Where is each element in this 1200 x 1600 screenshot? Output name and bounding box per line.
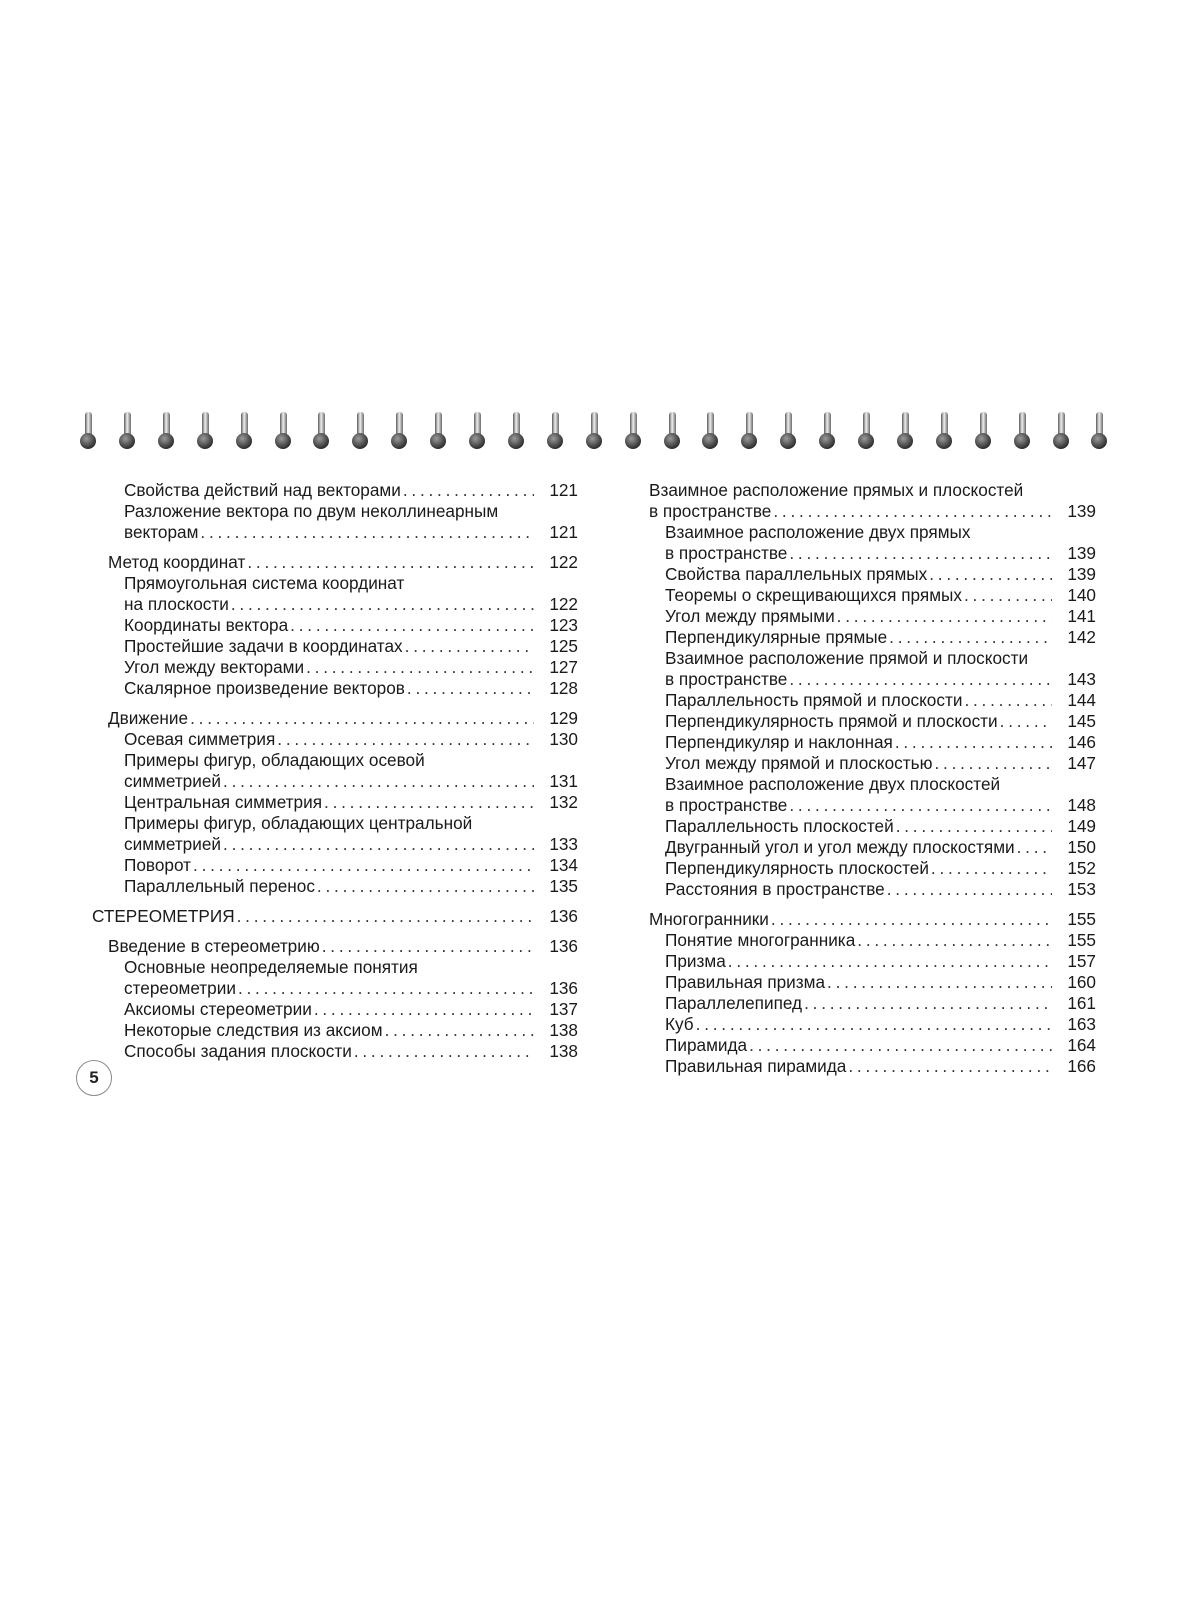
toc-entry-title: Координаты вектора — [124, 615, 289, 635]
toc-entry — [124, 855, 578, 876]
spiral-ring — [700, 412, 720, 452]
toc-entry-page: 128 — [549, 678, 578, 698]
spiral-ring — [1051, 412, 1071, 452]
toc-entry-page: 121 — [549, 480, 578, 500]
spiral-ring — [1089, 412, 1109, 452]
toc-entry — [665, 951, 1096, 972]
toc-entry-title: Понятие многогранника — [665, 930, 856, 950]
toc-entry-page: 163 — [1067, 1014, 1096, 1034]
toc-entry-title: Параллельность прямой и плоскости — [665, 690, 963, 710]
section-gap — [92, 543, 578, 552]
spiral-ring — [1012, 412, 1032, 452]
toc-entry-page: 138 — [549, 1020, 578, 1040]
toc-entry — [124, 480, 578, 501]
dot-leader — [934, 753, 1052, 774]
dot-leader — [771, 909, 1052, 930]
toc-entry-page: 136 — [549, 906, 578, 926]
dot-leader — [1000, 711, 1052, 732]
toc-entry-page: 122 — [549, 552, 578, 572]
toc-entry-page: 155 — [1067, 909, 1096, 929]
toc-entry-title: Поворот — [124, 855, 192, 875]
spiral-ring — [545, 412, 565, 452]
toc-entry-title: Угол между прямой и плоскостью — [665, 753, 933, 773]
toc-entry-page: 123 — [549, 615, 578, 635]
dot-leader — [314, 999, 534, 1020]
toc-entry — [665, 1056, 1096, 1077]
toc-entry — [124, 957, 578, 999]
toc-entry-title: Перпендикуляр и наклонная — [665, 732, 893, 752]
toc-entry-title: Перпендикулярные прямые — [665, 627, 888, 647]
toc-entry — [665, 585, 1096, 606]
toc-entry-title: Введение в стереометрию — [108, 936, 320, 956]
toc-entry-title: стереометрии — [124, 978, 236, 998]
toc-entry-page: 153 — [1067, 879, 1096, 899]
spiral-ring — [934, 412, 954, 452]
spiral-ring — [350, 412, 370, 452]
spiral-ring — [895, 412, 915, 452]
toc-entry — [124, 1041, 578, 1062]
toc-entry — [124, 813, 578, 855]
spiral-ring — [817, 412, 837, 452]
toc-entry-page: 135 — [549, 876, 578, 896]
dot-leader — [324, 792, 534, 813]
spiral-binding — [78, 412, 1138, 452]
spiral-ring — [428, 412, 448, 452]
dot-leader — [929, 564, 1052, 585]
toc-entry-title: Свойства действий над векторами — [124, 480, 401, 500]
toc-entry-title: в пространстве — [665, 669, 788, 689]
page-number: 5 — [89, 1068, 99, 1087]
spiral-ring — [739, 412, 759, 452]
toc-entry-page: 157 — [1067, 951, 1096, 971]
dot-leader — [306, 657, 534, 678]
toc-entry-page: 136 — [549, 936, 578, 956]
toc-entry — [665, 930, 1096, 951]
toc-entry-page: 161 — [1067, 993, 1096, 1013]
toc-entry — [665, 837, 1096, 858]
toc-entry-title: векторам — [124, 522, 199, 542]
toc-entry — [124, 999, 578, 1020]
toc-entry-title: Пирамида — [665, 1035, 748, 1055]
dot-leader — [887, 879, 1052, 900]
spiral-ring — [973, 412, 993, 452]
dot-leader — [773, 501, 1052, 522]
toc-entry-page: 139 — [1067, 564, 1096, 584]
dot-leader — [403, 480, 534, 501]
toc-entry-page: 127 — [549, 657, 578, 677]
toc-entry-title: Центральная симметрия — [124, 792, 323, 812]
toc-entry — [108, 708, 578, 729]
toc-entry-page: 137 — [549, 999, 578, 1019]
toc-entry — [665, 774, 1096, 816]
spiral-ring — [467, 412, 487, 452]
toc-entry-title: Взаимное расположение прямых и плоскостей — [649, 480, 1024, 500]
toc-entry-page: 139 — [1067, 543, 1096, 563]
dot-leader — [223, 834, 534, 855]
spiral-ring — [662, 412, 682, 452]
toc-entry-title: Свойства параллельных прямых — [665, 564, 928, 584]
toc-entry-title: Движение — [108, 708, 189, 728]
dot-leader — [749, 1035, 1052, 1056]
dot-leader — [405, 636, 534, 657]
toc-entry — [124, 1020, 578, 1041]
dot-leader — [231, 594, 534, 615]
section-gap — [92, 699, 578, 708]
dot-leader — [354, 1041, 534, 1062]
dot-leader — [895, 732, 1052, 753]
toc-entry-page: 152 — [1067, 858, 1096, 878]
toc-entry-title: Угол между векторами — [124, 657, 305, 677]
toc-entry-title: в пространстве — [649, 501, 772, 521]
toc-entry-page: 149 — [1067, 816, 1096, 836]
dot-leader — [385, 1020, 534, 1041]
dot-leader — [728, 951, 1052, 972]
dot-leader — [290, 615, 534, 636]
toc-entry-title: СТЕРЕОМЕТРИЯ — [92, 906, 235, 926]
dot-leader — [322, 936, 534, 957]
toc-entry-title: Угол между прямыми — [665, 606, 835, 626]
toc-entry — [124, 792, 578, 813]
dot-leader — [407, 678, 534, 699]
toc-entry-page: 144 — [1067, 690, 1096, 710]
toc-entry — [92, 906, 578, 927]
toc-entry-page: 121 — [549, 522, 578, 542]
section-gap — [92, 897, 578, 906]
toc-entry-title: Взаимное расположение двух плоскостей — [665, 774, 1001, 794]
toc-entry-page: 134 — [549, 855, 578, 875]
dot-leader — [237, 906, 534, 927]
spiral-ring — [623, 412, 643, 452]
dot-leader — [789, 669, 1052, 690]
toc-entry — [124, 750, 578, 792]
toc-entry-page: 132 — [549, 792, 578, 812]
toc-entry — [665, 816, 1096, 837]
toc-entry-title: Перпендикулярность прямой и плоскости — [665, 711, 998, 731]
page-number-badge — [76, 1060, 112, 1096]
toc-entry-page: 143 — [1067, 669, 1096, 689]
dot-leader — [889, 627, 1052, 648]
toc-entry-page: 160 — [1067, 972, 1096, 992]
toc-entry-page: 129 — [549, 708, 578, 728]
dot-leader — [837, 606, 1052, 627]
toc-entry-page: 142 — [1067, 627, 1096, 647]
toc-entry-title: Скалярное произведение векторов — [124, 678, 405, 698]
dot-leader — [857, 930, 1052, 951]
dot-leader — [1017, 837, 1052, 858]
spiral-ring — [234, 412, 254, 452]
dot-leader — [317, 876, 534, 897]
toc-entry — [665, 732, 1096, 753]
toc-entry-page: 140 — [1067, 585, 1096, 605]
toc-entry-title: Аксиомы стереометрии — [124, 999, 312, 1019]
spiral-ring — [273, 412, 293, 452]
dot-leader — [789, 543, 1052, 564]
toc-entry — [124, 573, 578, 615]
dot-leader — [804, 993, 1052, 1014]
toc-entry-page: 148 — [1067, 795, 1096, 815]
toc-entry-page: 166 — [1067, 1056, 1096, 1076]
toc-entry — [108, 936, 578, 957]
toc-left-column — [92, 480, 578, 1062]
toc-entry-title: Метод координат — [108, 552, 246, 572]
dot-leader — [964, 585, 1052, 606]
dot-leader — [238, 978, 534, 999]
toc-entry — [665, 972, 1096, 993]
toc-entry — [649, 480, 1096, 522]
toc-entry-title: Параллельность плоскостей — [665, 816, 894, 836]
toc-entry-page: 138 — [549, 1041, 578, 1061]
toc-entry-title: Осевая симметрия — [124, 729, 276, 749]
spiral-ring — [856, 412, 876, 452]
toc-entry-title: Примеры фигур, обладающих осевой — [124, 750, 425, 770]
toc-entry — [124, 657, 578, 678]
toc-entry-title: Основные неопределяемые понятия — [124, 957, 418, 977]
dot-leader — [848, 1056, 1052, 1077]
toc-entry — [665, 690, 1096, 711]
toc-entry-title: Параллелепипед — [665, 993, 803, 1013]
toc-entry-title: в пространстве — [665, 795, 788, 815]
toc-entry — [665, 858, 1096, 879]
toc-entry — [665, 522, 1096, 564]
toc-entry-page: 146 — [1067, 732, 1096, 752]
toc-entry — [665, 711, 1096, 732]
toc-entry-title: Способы задания плоскости — [124, 1041, 352, 1061]
spiral-ring — [78, 412, 98, 452]
toc-entry — [108, 552, 578, 573]
dot-leader — [696, 1014, 1052, 1035]
toc-entry-page: 147 — [1067, 753, 1096, 773]
toc-entry-page: 155 — [1067, 930, 1096, 950]
toc-entry-title: Правильная призма — [665, 972, 826, 992]
toc-entry — [124, 501, 578, 543]
dot-leader — [964, 690, 1052, 711]
toc-entry — [665, 1035, 1096, 1056]
spiral-ring — [117, 412, 137, 452]
toc-entry-page: 122 — [549, 594, 578, 614]
toc-entry — [124, 678, 578, 699]
spiral-ring — [156, 412, 176, 452]
toc-entry — [665, 753, 1096, 774]
toc-entry — [649, 909, 1096, 930]
toc-entry-title: на плоскости — [124, 594, 229, 614]
toc-entry — [665, 627, 1096, 648]
toc-entry — [665, 564, 1096, 585]
spiral-ring — [311, 412, 331, 452]
toc-entry-page: 133 — [549, 834, 578, 854]
toc-entry-page: 145 — [1067, 711, 1096, 731]
toc-entry — [665, 648, 1096, 690]
toc-entry-title: Прямоугольная система координат — [124, 573, 405, 593]
toc-entry — [124, 729, 578, 750]
dot-leader — [827, 972, 1052, 993]
dot-leader — [190, 708, 534, 729]
toc-entry-page: 136 — [549, 978, 578, 998]
toc-entry-title: Теоремы о скрещивающихся прямых — [665, 585, 962, 605]
toc-entry-page: 131 — [549, 771, 578, 791]
toc-entry-page: 150 — [1067, 837, 1096, 857]
toc-entry-page: 141 — [1067, 606, 1096, 626]
toc-entry-title: Взаимное расположение двух прямых — [665, 522, 971, 542]
toc-entry-title: Многогранники — [649, 909, 769, 929]
toc-entry-title: Куб — [665, 1014, 694, 1034]
toc-entry — [665, 1014, 1096, 1035]
toc-right-column — [633, 480, 1096, 1077]
toc-entry-title: Расстояния в пространстве — [665, 879, 885, 899]
section-gap — [92, 927, 578, 936]
toc-entry-title: симметрией — [124, 771, 222, 791]
toc-entry-title: Двугранный угол и угол между плоскостями — [665, 837, 1015, 857]
toc-entry — [665, 606, 1096, 627]
toc-entry-title: Параллельный перенос — [124, 876, 315, 896]
toc-entry-title: в пространстве — [665, 543, 788, 563]
dot-leader — [193, 855, 534, 876]
toc-entry — [124, 615, 578, 636]
toc-entry-title: Взаимное расположение прямой и плоскости — [665, 648, 1029, 668]
dot-leader — [247, 552, 534, 573]
toc-entry-page: 139 — [1067, 501, 1096, 521]
toc-entry-title: Призма — [665, 951, 726, 971]
toc-entry — [124, 636, 578, 657]
toc-entry-title: Некоторые следствия из аксиом — [124, 1020, 383, 1040]
dot-leader — [896, 816, 1052, 837]
dot-leader — [200, 522, 534, 543]
toc-entry-page: 125 — [549, 636, 578, 656]
spiral-ring — [506, 412, 526, 452]
spiral-ring — [584, 412, 604, 452]
toc-entry-page: 130 — [549, 729, 578, 749]
toc-entry — [665, 879, 1096, 900]
dot-leader — [931, 858, 1052, 879]
toc-entry-title: симметрией — [124, 834, 222, 854]
toc-entry-title: Правильная пирамида — [665, 1056, 847, 1076]
toc-entry-title: Примеры фигур, обладающих центральной — [124, 813, 473, 833]
toc-entry — [665, 993, 1096, 1014]
section-gap — [633, 900, 1096, 909]
dot-leader — [223, 771, 534, 792]
dot-leader — [277, 729, 534, 750]
spiral-ring — [389, 412, 409, 452]
toc-entry-page: 164 — [1067, 1035, 1096, 1055]
toc-entry-title: Простейшие задачи в координатах — [124, 636, 403, 656]
toc-entry-title: Разложение вектора по двум неколлинеарным — [124, 501, 499, 521]
spiral-ring — [195, 412, 215, 452]
toc-entry-title: Перпендикулярность плоскостей — [665, 858, 929, 878]
spiral-ring — [778, 412, 798, 452]
dot-leader — [789, 795, 1052, 816]
toc-entry — [124, 876, 578, 897]
